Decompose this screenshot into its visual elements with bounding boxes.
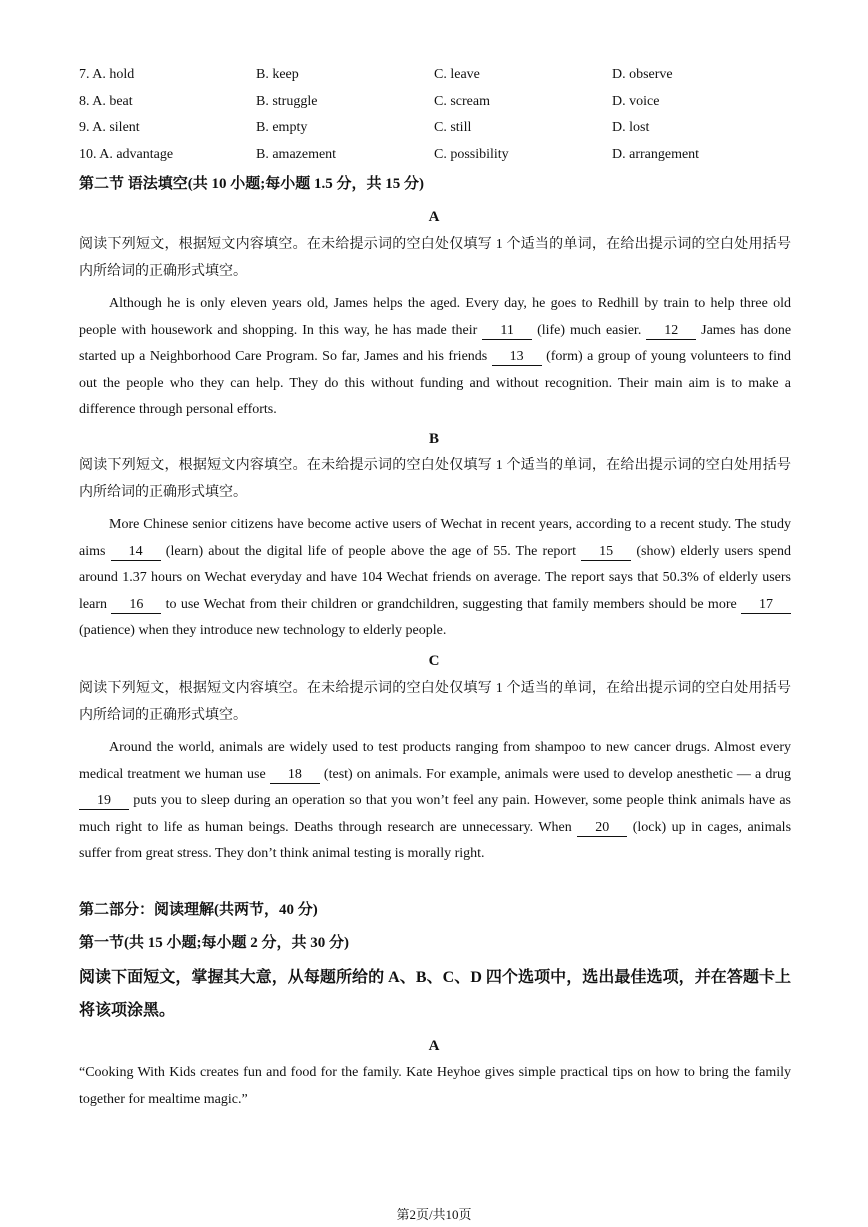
blank-16[interactable]: 16 [111, 597, 161, 614]
section-heading: 第二节 语法填空(共 10 小题;每小题 1.5 分，共 15 分) [79, 176, 424, 192]
option-table [79, 64, 799, 170]
passage-label: A [428, 1038, 440, 1054]
option-c: C. possibility [434, 146, 509, 162]
option-b: B. struggle [256, 93, 318, 109]
blank-19[interactable]: 19 [79, 793, 129, 810]
passage-label: B [428, 431, 439, 447]
blank-20[interactable]: 20 [577, 820, 627, 837]
blank-14[interactable]: 14 [111, 544, 161, 561]
passage-label: A [428, 209, 440, 225]
blank-13[interactable]: 13 [492, 349, 542, 366]
section-heading: 第一节(共 15 小题;每小题 2 分，共 30 分) [79, 935, 349, 951]
page-number: 第2页/共10页 [396, 1207, 472, 1222]
option-d: D. voice [612, 93, 660, 109]
reading-text: “Cooking With Kids creates fun and food for the family. Kate Heyhoe gives simple practical tips on how to bring the family together for mealtime magic.” [79, 1065, 791, 1107]
instruction-text: 阅读下列短文，根据短文内容填空。在未给提示词的空白处仅填写 1 个适当的单词，在给出提示词的空白处用括号内所给词的正确形式填空。 [79, 237, 791, 279]
option-d: D. observe [612, 67, 673, 82]
option-row [79, 64, 799, 91]
option-a: 9. A. silent [79, 120, 140, 135]
passage-text: More Chinese senior citizens have become active users of Wechat in recent years, according to a recent study. The study aims 14 (learn) about the digital life of people above the age of 55. The report 15 (show) elderly users spend around 1.37 hours on Wechat everyday and have 104 Wechat friends on average. The report says that 50.3% of elderly users learn 16 to use Wechat from their children or grandchildren, suggesting that family members should be more 17 (patience) when they introduce new technology to elderly people. [79, 517, 792, 638]
option-a: 10. A. advantage [79, 146, 174, 162]
option-b: B. amazement [256, 146, 337, 162]
option-b: B. keep [256, 67, 299, 82]
option-c: C. scream [434, 93, 490, 109]
option-row [79, 91, 799, 118]
instruction-text: 阅读下列短文，根据短文内容填空。在未给提示词的空白处仅填写 1 个适当的单词，在给出提示词的空白处用括号内所给词的正确形式填空。 [79, 681, 791, 723]
option-a: 7. A. hold [79, 67, 135, 82]
blank-12[interactable]: 12 [646, 323, 696, 340]
passage-text: Around the world, animals are widely used to test products ranging from shampoo to new cancer drugs. Almost every medical treatment we human use 18 (test) on animals. For example, animals were used to develop anesthetic — a drug 19 puts you to sleep during an operation so that you won’t feel any pain. However, some people think animals have as much right to life as human beings. Deaths through research are unnecessary. When 20 (lock) up in cages, animals suffer from great stress. They don’t think animal testing is morally right. [79, 740, 792, 861]
instruction-text: 阅读下列短文，根据短文内容填空。在未给提示词的空白处仅填写 1 个适当的单词，在给出提示词的空白处用括号内所给词的正确形式填空。 [79, 458, 791, 500]
passage-text: Although he is only eleven years old, James helps the aged. Every day, he goes to Redhill by train to help three old people with housework and shopping. In this way, he has made their 11 (life) much easier. 12 James has done started up a Neighborhood Care Program. So far, James and his friends 13 (form) a group of young volunteers to find out the people who they can help. They do this without funding and without recognition. Their main aim is to make a difference through personal efforts. [79, 296, 792, 417]
option-c: C. still [434, 120, 472, 135]
blank-17[interactable]: 17 [741, 597, 791, 614]
blank-18[interactable]: 18 [270, 767, 320, 784]
option-row [79, 117, 799, 144]
reading-instruction: 阅读下面短文，掌握其大意，从每题所给的 A、B、C、D 四个选项中，选出最佳选项，并在答题卡上将该项涂黑。 [79, 969, 791, 1019]
passage-label: C [428, 653, 440, 669]
blank-15[interactable]: 15 [581, 544, 631, 561]
blank-11[interactable]: 11 [482, 323, 532, 340]
part-heading: 第二部分：阅读理解(共两节，40 分) [79, 902, 318, 918]
option-c: C. leave [434, 67, 480, 82]
option-d: D. lost [612, 120, 650, 135]
option-d: D. arrangement [612, 146, 700, 162]
option-row [79, 144, 799, 171]
option-b: B. empty [256, 120, 308, 135]
option-a: 8. A. beat [79, 93, 133, 109]
